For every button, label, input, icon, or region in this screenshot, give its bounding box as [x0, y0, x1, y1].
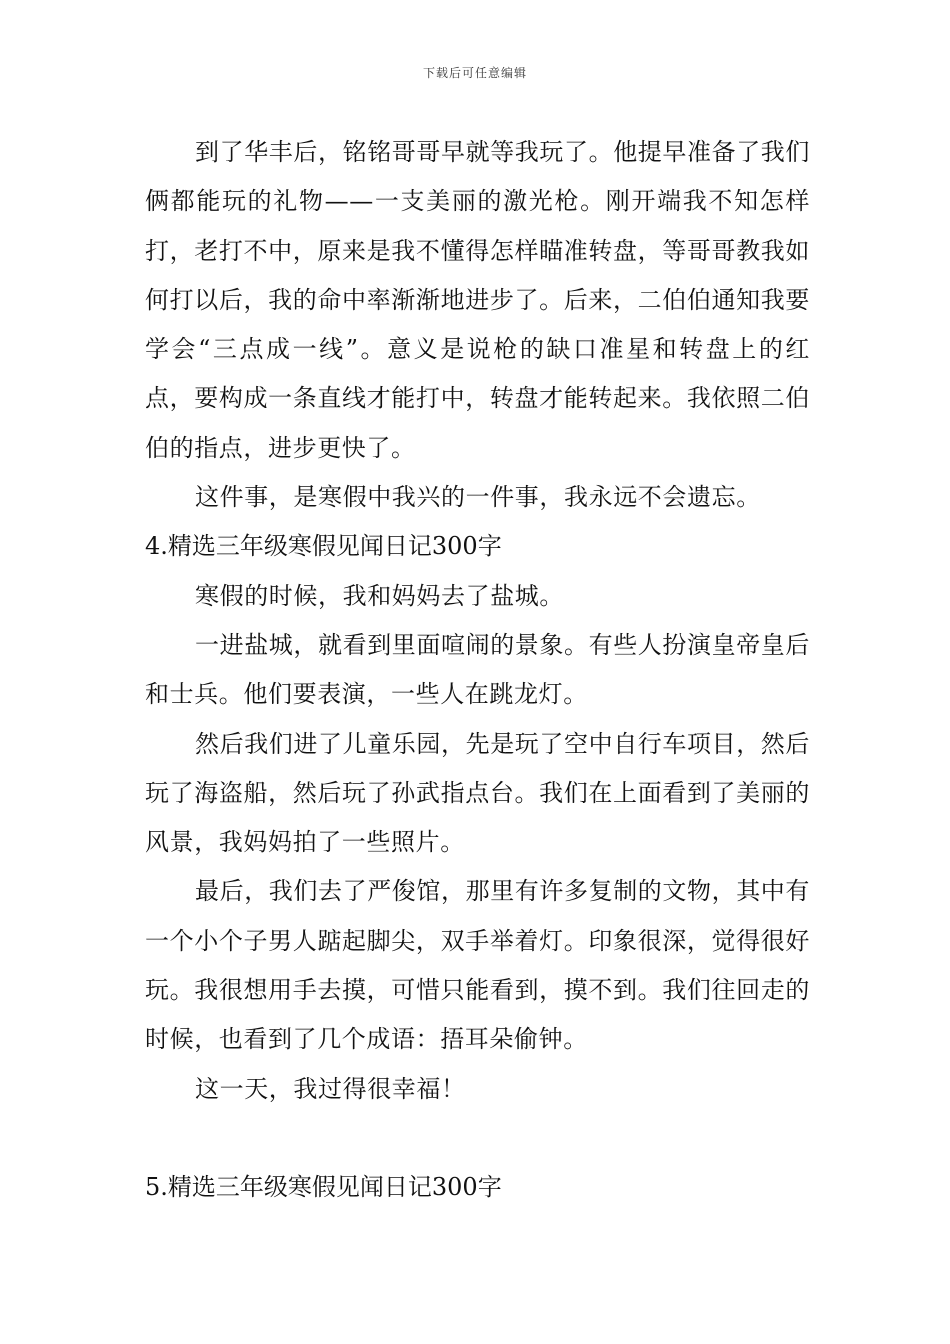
section-heading: 4.精选三年级寒假见闻日记300字 — [145, 532, 502, 561]
paragraph: 然后我们进了儿童乐园，先是玩了空中自行车项目，然后玩了海盗船，然后玩了孙武指点台。我们在上面看到了美丽的风景，我妈妈拍了一些照片。 — [145, 729, 810, 857]
paragraph: 这一天，我过得很幸福！ — [195, 1074, 466, 1103]
section-heading: 5.精选三年级寒假见闻日记300字 — [145, 1172, 502, 1201]
page-header: 下载后可任意编辑 — [422, 66, 527, 80]
paragraph: 最后，我们去了严俊馆，那里有许多复制的文物，其中有一个小个子男人踮起脚尖，双手举着灯。印象很深，觉得很好玩。我很想用手去摸，可惜只能看到，摸不到。我们往回走的时候，也看到了几个成语：捂耳朵偷钟。 — [145, 877, 810, 1054]
paragraph: 这件事，是寒假中我兴的一件事，我永远不会遗忘。 — [195, 483, 761, 512]
document-body — [145, 128, 810, 1212]
paragraph: 到了华丰后，铭铭哥哥早就等我玩了。他提早准备了我们俩都能玩的礼物——一支美丽的激光枪。刚开端我不知怎样打，老打不中，原来是我不懂得怎样瞄准转盘，等哥哥教我如何打以后，我的命中率渐渐地进步了。后来，二伯伯通知我要学会“三点成一线”。意义是说枪的缺口准星和转盘上的红点，要构成一条直线才能打中，转盘才能转起来。我依照二伯伯的指点，进步更快了。 — [145, 138, 810, 462]
paragraph: 一进盐城，就看到里面喧闹的景象。有些人扮演皇帝皇后和士兵。他们要表演，一些人在跳龙灯。 — [145, 630, 810, 709]
paragraph: 寒假的时候，我和妈妈去了盐城。 — [195, 581, 564, 610]
blank-line — [145, 1114, 810, 1163]
